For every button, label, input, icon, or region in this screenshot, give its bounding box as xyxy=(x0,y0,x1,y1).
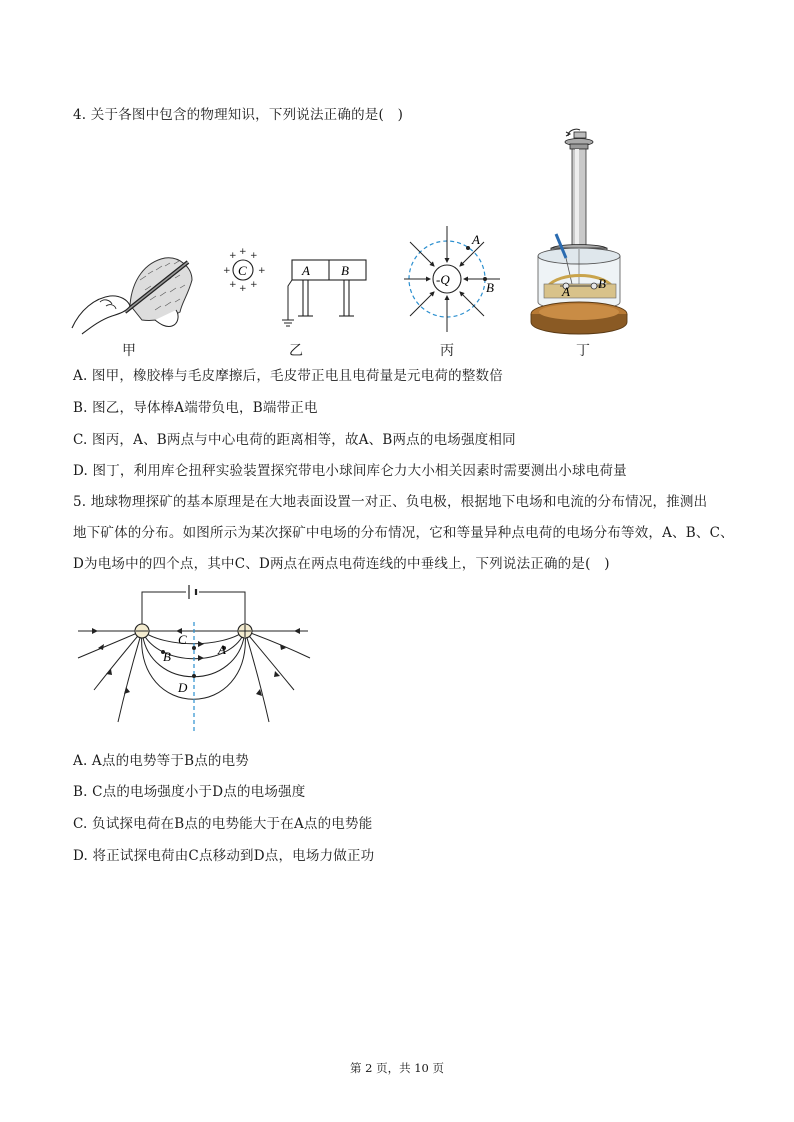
label-point-b-bing: B xyxy=(486,280,494,295)
q5-option-d: D. 将正试探电荷由C点移动到D点，电场力做正功 xyxy=(73,848,375,864)
q5-option-b: B. C点的电场强度小于D点的电场强度 xyxy=(73,784,306,800)
label-point-a-bing: A xyxy=(472,232,480,247)
svg-text:+: + xyxy=(239,284,247,294)
svg-text:+: + xyxy=(229,280,237,290)
figure-bing xyxy=(400,224,510,334)
label-point-a: A xyxy=(218,642,226,657)
page-footer: 第 2 页，共 10 页 xyxy=(349,1061,445,1075)
figure-ding xyxy=(530,126,630,338)
caption-jia: 甲 xyxy=(122,343,136,359)
label-b-end: B xyxy=(341,263,349,278)
figure-yi xyxy=(222,247,372,335)
svg-text:+: + xyxy=(250,251,258,261)
q5-stem-line-1: 5. 地球物理探矿的基本原理是在大地表面设置一对正、负电极，根据地下电场和电流的分布情况，推测出 xyxy=(73,494,708,510)
label-ball-b: B xyxy=(598,276,606,291)
figure-field-electrodes xyxy=(76,582,316,734)
svg-text:+: + xyxy=(258,266,266,276)
q5-option-a: A. A点的电势等于B点的电势 xyxy=(73,753,250,769)
q4-option-b: B. 图乙，导体棒A端带负电，B端带正电 xyxy=(73,400,318,416)
svg-text:+: + xyxy=(239,247,247,257)
svg-text:+: + xyxy=(250,280,258,290)
svg-text:+: + xyxy=(223,266,231,276)
figure-jia xyxy=(70,250,200,340)
q4-stem: 4. 关于各图中包含的物理知识，下列说法正确的是( ) xyxy=(73,107,404,123)
caption-yi: 乙 xyxy=(289,343,303,359)
svg-text:+: + xyxy=(229,251,237,261)
label-point-b: B xyxy=(163,649,171,664)
caption-bing: 丙 xyxy=(440,343,454,359)
q5-stem-line-2: 地下矿体的分布。如图所示为某次探矿中电场的分布情况，它和等量异种点电荷的电场分布等效，A、B、C、 xyxy=(73,525,734,541)
label-point-d: D xyxy=(178,680,188,695)
label-ball-a: A xyxy=(562,284,570,299)
caption-ding: 丁 xyxy=(576,343,590,359)
label-neg-q: -Q xyxy=(436,272,450,287)
label-point-c: C xyxy=(178,632,187,647)
q5-option-c: C. 负试探电荷在B点的电势能大于在A点的电势能 xyxy=(73,816,373,832)
q5-stem-line-3: D为电场中的四个点，其中C、D两点在两点电荷连线的中垂线上，下列说法正确的是( ) xyxy=(73,556,610,572)
q4-option-a: A. 图甲，橡胶棒与毛皮摩擦后，毛皮带正电且电荷量是元电荷的整数倍 xyxy=(73,368,503,384)
label-c-charge: C xyxy=(238,263,247,278)
q4-option-d: D. 图丁，利用库仑扭秤实验装置探究带电小球间库仑力大小相关因素时需要测出小球电荷量 xyxy=(73,463,627,479)
q4-option-c: C. 图丙，A、B两点与中心电荷的距离相等，故A、B两点的电场强度相同 xyxy=(73,432,516,448)
label-a-end: A xyxy=(302,263,310,278)
